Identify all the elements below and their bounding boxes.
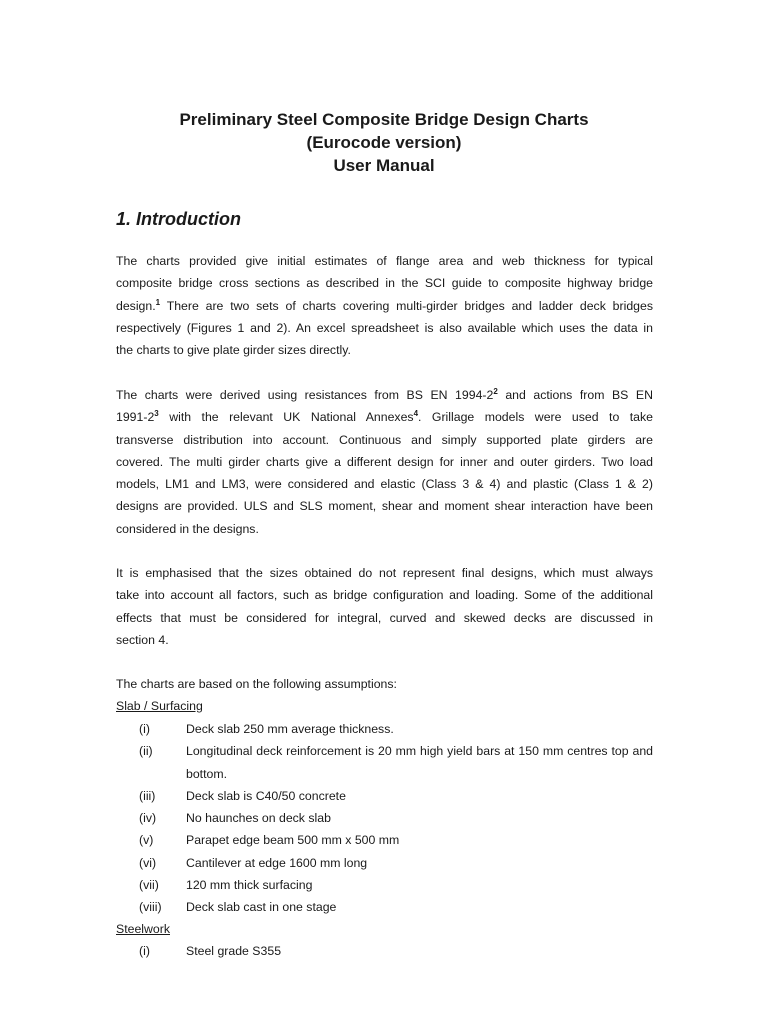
list-item-text: Longitudinal deck reinforcement is 20 mm high yield bars at 150 mm centres top and bottom. bbox=[186, 744, 653, 781]
text-run: The charts were derived using resistances from BS EN 1994-2 bbox=[116, 388, 494, 402]
paragraph-line bbox=[116, 406, 653, 428]
list-item-number: (viii) bbox=[139, 900, 162, 915]
list-item-number: (vi) bbox=[139, 855, 157, 870]
list-item-text: Parapet edge beam 500 mm x 500 mm bbox=[186, 833, 400, 848]
paragraph-line: section 4. bbox=[116, 632, 169, 647]
slab-assumptions-list bbox=[139, 718, 653, 919]
paragraph-line: The charts provided give initial estimates of flange area and web thickness for typical bbox=[116, 254, 653, 268]
paragraph-line: composite bridge cross sections as described in the SCI guide to composite highway bridge bbox=[116, 276, 653, 291]
text-run: . Grillage models were used to take bbox=[418, 410, 653, 425]
paragraph-2 bbox=[116, 384, 653, 540]
paragraph-line bbox=[116, 295, 653, 317]
list-item-text: 120 mm thick surfacing bbox=[186, 878, 313, 893]
title-line-2: (Eurocode version) bbox=[306, 133, 462, 152]
text-run: with the relevant UK National Annexes bbox=[158, 410, 414, 425]
paragraph-line: models, LM1 and LM3, were considered and elastic (Class 3 & 4) and plastic (Class 1 & 2) bbox=[116, 477, 653, 492]
paragraph-line: transverse distribution into account. Continuous and simply supported plate girders are bbox=[116, 432, 653, 447]
list-item-number: (v) bbox=[139, 833, 154, 848]
list-item bbox=[139, 829, 653, 851]
list-item bbox=[139, 852, 653, 874]
subheading-slab-surfacing: Slab / Surfacing bbox=[116, 699, 203, 713]
title-line-3: User Manual bbox=[333, 156, 435, 175]
paragraph-line: take into account all factors, such as bridge configuration and loading. Some of the additional bbox=[116, 588, 653, 603]
text-run: and actions from BS EN bbox=[497, 388, 653, 402]
list-item bbox=[139, 896, 653, 918]
paragraph-line: designs are provided. ULS and SLS moment, shear and moment shear interaction have been bbox=[116, 499, 653, 514]
list-item bbox=[139, 940, 653, 962]
list-item-number: (iii) bbox=[139, 788, 156, 803]
subheading-steelwork: Steelwork bbox=[116, 922, 170, 936]
list-item bbox=[139, 740, 653, 785]
paragraph-line: It is emphasised that the sizes obtained do not represent final designs, which must always bbox=[116, 566, 653, 580]
assumptions-intro: The charts are based on the following assumptions: bbox=[116, 677, 397, 691]
list-item-number: (vii) bbox=[139, 878, 159, 893]
list-item-number: (i) bbox=[139, 722, 150, 736]
section-heading-introduction: 1. Introduction bbox=[116, 209, 241, 229]
list-item bbox=[139, 874, 653, 896]
list-item bbox=[139, 807, 653, 829]
paragraph-3 bbox=[116, 562, 653, 651]
list-item bbox=[139, 785, 653, 807]
footnote-ref-4: 4 bbox=[413, 409, 419, 419]
document-title bbox=[0, 108, 768, 177]
text-run: 1991-2 bbox=[116, 410, 155, 425]
paragraph-line: considered in the designs. bbox=[116, 521, 259, 536]
footnote-ref-1: 1 bbox=[155, 297, 161, 307]
footnote-ref-2: 2 bbox=[493, 386, 498, 396]
list-item-text: Deck slab 250 mm average thickness. bbox=[186, 722, 394, 736]
paragraph-line: the charts to give plate girder sizes directly. bbox=[116, 343, 351, 358]
text-run: design. bbox=[116, 298, 156, 313]
title-line-1: Preliminary Steel Composite Bridge Design Charts bbox=[179, 110, 589, 129]
paragraph-line: effects that must be considered for integral, curved and skewed decks are discussed in bbox=[116, 610, 653, 625]
list-item-number: (iv) bbox=[139, 811, 157, 826]
paragraph-line bbox=[116, 384, 653, 406]
paragraph-1 bbox=[116, 250, 653, 361]
list-item-text: Deck slab cast in one stage bbox=[186, 900, 337, 915]
paragraph-line: respectively (Figures 1 and 2). An excel spreadsheet is also available which uses the data in bbox=[116, 320, 653, 335]
steelwork-assumptions-list bbox=[139, 940, 653, 962]
paragraph-line: covered. The multi girder charts give a different design for inner and outer girders. Two load bbox=[116, 454, 653, 469]
list-item-text: No haunches on deck slab bbox=[186, 811, 331, 826]
list-item-text: Cantilever at edge 1600 mm long bbox=[186, 855, 368, 870]
footnote-ref-3: 3 bbox=[154, 409, 159, 419]
list-item-number: (ii) bbox=[139, 744, 153, 759]
list-item bbox=[139, 718, 653, 740]
list-item-text: Deck slab is C40/50 concrete bbox=[186, 788, 346, 803]
list-item-number: (i) bbox=[139, 944, 150, 958]
text-run: There are two sets of charts covering multi-girder bridges and ladder deck bridges bbox=[160, 298, 653, 313]
list-item-text: Steel grade S355 bbox=[186, 944, 282, 958]
